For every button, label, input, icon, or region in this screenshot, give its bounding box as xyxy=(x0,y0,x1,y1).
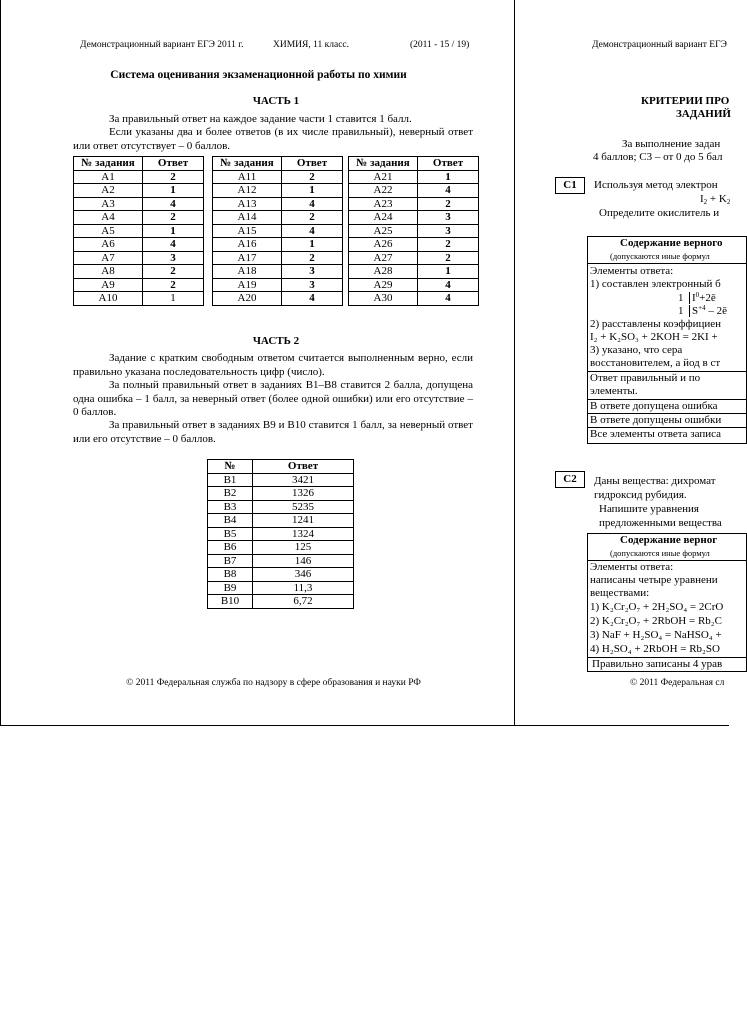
table-row xyxy=(213,211,343,225)
table-row xyxy=(74,224,204,238)
task-id: В10 xyxy=(208,595,253,609)
task-answer: 146 xyxy=(253,554,354,568)
c1-table-sub: (допускаются иные формул xyxy=(610,251,710,261)
table-row xyxy=(349,278,479,292)
col-answer: Ответ xyxy=(253,460,354,474)
part1-table-3 xyxy=(348,156,479,306)
table-row xyxy=(74,170,204,184)
c1-eq-iodine: I xyxy=(700,193,704,205)
c1-row-4: 1 $S^{+4}$ – 2ē xyxy=(678,304,727,317)
task-answer: 3 xyxy=(418,211,479,225)
table-row xyxy=(213,238,343,252)
task-id: В7 xyxy=(208,554,253,568)
c1-eq-plus: + K xyxy=(707,193,727,205)
col-num: № xyxy=(208,460,253,474)
table-row xyxy=(213,184,343,198)
c1-row-3: 1 $I^0+2ē$ xyxy=(678,291,716,304)
c2-row-2: написаны четыре уравнени xyxy=(590,574,718,586)
c1-row-7: 3) указано, что сера xyxy=(590,344,683,356)
table-row xyxy=(208,500,354,514)
task-answer: 2 xyxy=(282,251,343,265)
c2-table-head: Содержание верног xyxy=(620,534,718,546)
c2-row-6: 3) NaF + H₂SO₄ = NaHSO₄ + xyxy=(590,629,722,641)
task-id: В1 xyxy=(208,473,253,487)
c1-coef-2: 1 xyxy=(678,305,684,317)
table-row xyxy=(213,278,343,292)
task-label-c1: С1 xyxy=(555,177,585,194)
table-row xyxy=(349,238,479,252)
task-id: А27 xyxy=(349,251,418,265)
task-answer: 4 xyxy=(418,278,479,292)
task-answer: 1 xyxy=(143,224,204,238)
task-answer: 1326 xyxy=(253,487,354,501)
task-id: В6 xyxy=(208,541,253,555)
task-answer: 2 xyxy=(282,170,343,184)
c1-row-6: I₂ + K₂SO₃ + 2KOH = 2KI + xyxy=(590,331,718,343)
task-id: А18 xyxy=(213,265,282,279)
task-answer: 1241 xyxy=(253,514,354,528)
task-answer: 4 xyxy=(143,238,204,252)
c1-electrons-loss: – 2ē xyxy=(705,305,727,317)
task-id: В9 xyxy=(208,581,253,595)
task-answer: 4 xyxy=(143,197,204,211)
task-answer: 3421 xyxy=(253,473,354,487)
task-answer: 1 xyxy=(418,170,479,184)
task-answer: 125 xyxy=(253,541,354,555)
c1-sulfur: S xyxy=(689,305,698,317)
header-left: Демонстрационный вариант ЕГЭ 2011 г. xyxy=(80,40,244,50)
task-id: А28 xyxy=(349,265,418,279)
c1-electrons-gain: +2ē xyxy=(699,292,716,304)
task-id: А4 xyxy=(74,211,143,225)
left-footer: © 2011 Федеральная служба по надзору в сфере образования и науки РФ xyxy=(126,678,421,688)
part2-table xyxy=(207,459,354,609)
task-id: А24 xyxy=(349,211,418,225)
task-id: А25 xyxy=(349,224,418,238)
task-id: А7 xyxy=(74,251,143,265)
table-row xyxy=(208,581,354,595)
part1-para2: Если указаны два и более ответов (в их числе правильный), неверный ответ или ответ отсутствует – 0 баллов. xyxy=(73,126,473,152)
task-answer: 11,3 xyxy=(253,581,354,595)
task-answer: 2 xyxy=(143,278,204,292)
c2-line2: гидроксид рубидия. xyxy=(594,489,687,501)
c1-row-1: Элементы ответа: xyxy=(590,265,674,277)
c1-table-head: Содержание верного xyxy=(620,237,723,249)
task-id: В5 xyxy=(208,527,253,541)
c1-row-2: 1) составлен электронный б xyxy=(590,278,721,290)
task-id: А3 xyxy=(74,197,143,211)
c1-row-12: В ответе допущены ошибки xyxy=(590,414,722,426)
table-row xyxy=(208,527,354,541)
header-right-page: Демонстрационный вариант ЕГЭ xyxy=(592,40,727,50)
task-id: А16 xyxy=(213,238,282,252)
c1-row-13: Все элементы ответа записа xyxy=(590,428,722,440)
table-row xyxy=(208,473,354,487)
part2-para1: Задание с кратким свободным ответом считается выполненным верно, если правильно указана последовательность цифр (число). xyxy=(73,352,473,378)
table-row xyxy=(349,197,479,211)
task-answer: 4 xyxy=(418,184,479,198)
task-answer: 2 xyxy=(418,251,479,265)
task-id: В4 xyxy=(208,514,253,528)
criteria-title-line2: ЗАДАНИЙ xyxy=(676,108,731,120)
table-row xyxy=(208,568,354,582)
part2-para3: За правильный ответ в заданиях В9 и В10 ставится 1 балл, за неверный ответ или его отсутствие – 0 баллов. xyxy=(73,419,473,445)
criteria-intro-2: 4 баллов; С3 – от 0 до 5 бал xyxy=(593,151,723,163)
table-row xyxy=(208,595,354,609)
task-id: А20 xyxy=(213,292,282,306)
table-row xyxy=(74,265,204,279)
c2-row-7: 4) H₂SO₄ + 2RbOH = Rb₂SO xyxy=(590,643,720,655)
task-id: А22 xyxy=(349,184,418,198)
task-id: В3 xyxy=(208,500,253,514)
table-row xyxy=(74,251,204,265)
task-answer: 2 xyxy=(282,211,343,225)
table-row xyxy=(349,170,479,184)
table-row xyxy=(213,292,343,306)
c2-line1: Даны вещества: дихромат xyxy=(594,475,716,487)
c1-row-8: восстановителем, а йод в ст xyxy=(590,357,721,369)
table-row xyxy=(349,211,479,225)
task-id: А13 xyxy=(213,197,282,211)
c2-row-5: 2) K₂Cr₂O₇ + 2RbOH = Rb₂C xyxy=(590,615,722,627)
task-id: А8 xyxy=(74,265,143,279)
c1-criteria-table xyxy=(587,236,747,444)
c2-line4: предложенными вещества xyxy=(599,517,722,529)
task-answer: 346 xyxy=(253,568,354,582)
task-answer: 2 xyxy=(418,197,479,211)
task-answer: 1 xyxy=(282,184,343,198)
task-answer: 2 xyxy=(143,211,204,225)
table-row xyxy=(349,184,479,198)
c1-row-11: В ответе допущена ошибка xyxy=(590,400,718,412)
task-answer: 3 xyxy=(143,251,204,265)
col-answer: Ответ xyxy=(143,157,204,171)
task-id: А19 xyxy=(213,278,282,292)
table-row xyxy=(74,211,204,225)
task-answer: 2 xyxy=(143,265,204,279)
part1-heading: ЧАСТЬ 1 xyxy=(252,95,300,107)
table-row xyxy=(213,197,343,211)
part2-heading: ЧАСТЬ 2 xyxy=(252,335,300,347)
task-id: А17 xyxy=(213,251,282,265)
table-row xyxy=(349,251,479,265)
header-right: (2011 - 15 / 19) xyxy=(410,40,470,50)
c1-line1: Используя метод электрон xyxy=(594,179,718,191)
task-answer: 4 xyxy=(282,197,343,211)
table-row xyxy=(208,541,354,555)
task-id: В8 xyxy=(208,568,253,582)
task-id: А30 xyxy=(349,292,418,306)
c1-equation: $I_2 + K_2$ xyxy=(700,193,731,206)
c2-row-1: Элементы ответа: xyxy=(590,561,674,573)
task-label-c2: С2 xyxy=(555,471,585,488)
col-answer: Ответ xyxy=(282,157,343,171)
c2-table-sub: (допускаются иные формул xyxy=(610,548,710,558)
c1-row-5: 2) расставлены коэффициен xyxy=(590,318,722,330)
task-answer: 4 xyxy=(282,292,343,306)
table-row xyxy=(349,224,479,238)
part1-table-1 xyxy=(73,156,204,306)
task-id: А14 xyxy=(213,211,282,225)
c1-row-10: элементы. xyxy=(590,385,638,397)
right-page xyxy=(515,0,729,725)
right-footer: © 2011 Федеральная сл xyxy=(630,678,725,688)
table-row xyxy=(213,251,343,265)
task-id: А26 xyxy=(349,238,418,252)
table-row xyxy=(213,265,343,279)
task-answer: 5235 xyxy=(253,500,354,514)
task-id: А29 xyxy=(349,278,418,292)
table-row xyxy=(349,265,479,279)
c2-row-4: 1) K₂Cr₂O₇ + 2H₂SO₄ = 2CrO xyxy=(590,601,724,613)
task-id: А2 xyxy=(74,184,143,198)
c2-line3: Напишите уравнения xyxy=(599,503,699,515)
task-answer: 1 xyxy=(282,238,343,252)
task-answer: 3 xyxy=(282,265,343,279)
task-answer: 2 xyxy=(418,238,479,252)
task-answer: 4 xyxy=(282,224,343,238)
col-task: № задания xyxy=(74,157,143,171)
left-page xyxy=(0,0,515,725)
criteria-intro-1: За выполнение задан xyxy=(622,138,721,150)
task-id: А15 xyxy=(213,224,282,238)
task-id: А10 xyxy=(74,292,143,306)
task-answer: 1 xyxy=(143,292,204,306)
c1-line2: Определите окислитель и xyxy=(599,207,720,219)
task-answer: 4 xyxy=(418,292,479,306)
table-row xyxy=(213,170,343,184)
table-row xyxy=(208,514,354,528)
task-answer: 3 xyxy=(418,224,479,238)
table-row xyxy=(208,487,354,501)
task-answer: 2 xyxy=(143,170,204,184)
table-row xyxy=(208,554,354,568)
col-answer: Ответ xyxy=(418,157,479,171)
c2-row-8: Правильно записаны 4 урав xyxy=(592,658,723,670)
part2-para2: За полный правильный ответ в заданиях В1–В8 ставится 2 балла, допущена одна ошибка – 1 балл, за неверный ответ (более одной ошибки) или его отсутствие – 0 баллов. xyxy=(73,379,473,418)
task-id: А23 xyxy=(349,197,418,211)
c1-iodine: I xyxy=(689,292,696,304)
header-middle: ХИМИЯ, 11 класс. xyxy=(273,40,350,50)
table-row xyxy=(74,238,204,252)
table-row xyxy=(213,224,343,238)
col-task: № задания xyxy=(349,157,418,171)
task-id: В2 xyxy=(208,487,253,501)
table-row xyxy=(74,197,204,211)
c2-criteria-table xyxy=(587,533,747,672)
criteria-title-line1: КРИТЕРИИ ПРО xyxy=(641,95,730,107)
task-answer: 1 xyxy=(418,265,479,279)
task-id: А21 xyxy=(349,170,418,184)
task-answer: 6,72 xyxy=(253,595,354,609)
table-row xyxy=(349,292,479,306)
c1-coef-1: 1 xyxy=(678,292,684,304)
task-id: А12 xyxy=(213,184,282,198)
task-answer: 1324 xyxy=(253,527,354,541)
part1-para1: За правильный ответ на каждое задание части 1 ставится 1 балл. xyxy=(109,113,412,125)
col-task: № задания xyxy=(213,157,282,171)
table-row xyxy=(74,292,204,306)
task-id: А1 xyxy=(74,170,143,184)
table-row xyxy=(74,184,204,198)
c1-row-9: Ответ правильный и по xyxy=(590,372,701,384)
task-id: А11 xyxy=(213,170,282,184)
task-answer: 3 xyxy=(282,278,343,292)
c2-row-3: веществами: xyxy=(590,587,650,599)
task-answer: 1 xyxy=(143,184,204,198)
scoring-title: Система оценивания экзаменационной работы по химии xyxy=(110,69,407,81)
task-id: А6 xyxy=(74,238,143,252)
table-row xyxy=(74,278,204,292)
task-id: А5 xyxy=(74,224,143,238)
part1-table-2 xyxy=(212,156,343,306)
task-id: А9 xyxy=(74,278,143,292)
